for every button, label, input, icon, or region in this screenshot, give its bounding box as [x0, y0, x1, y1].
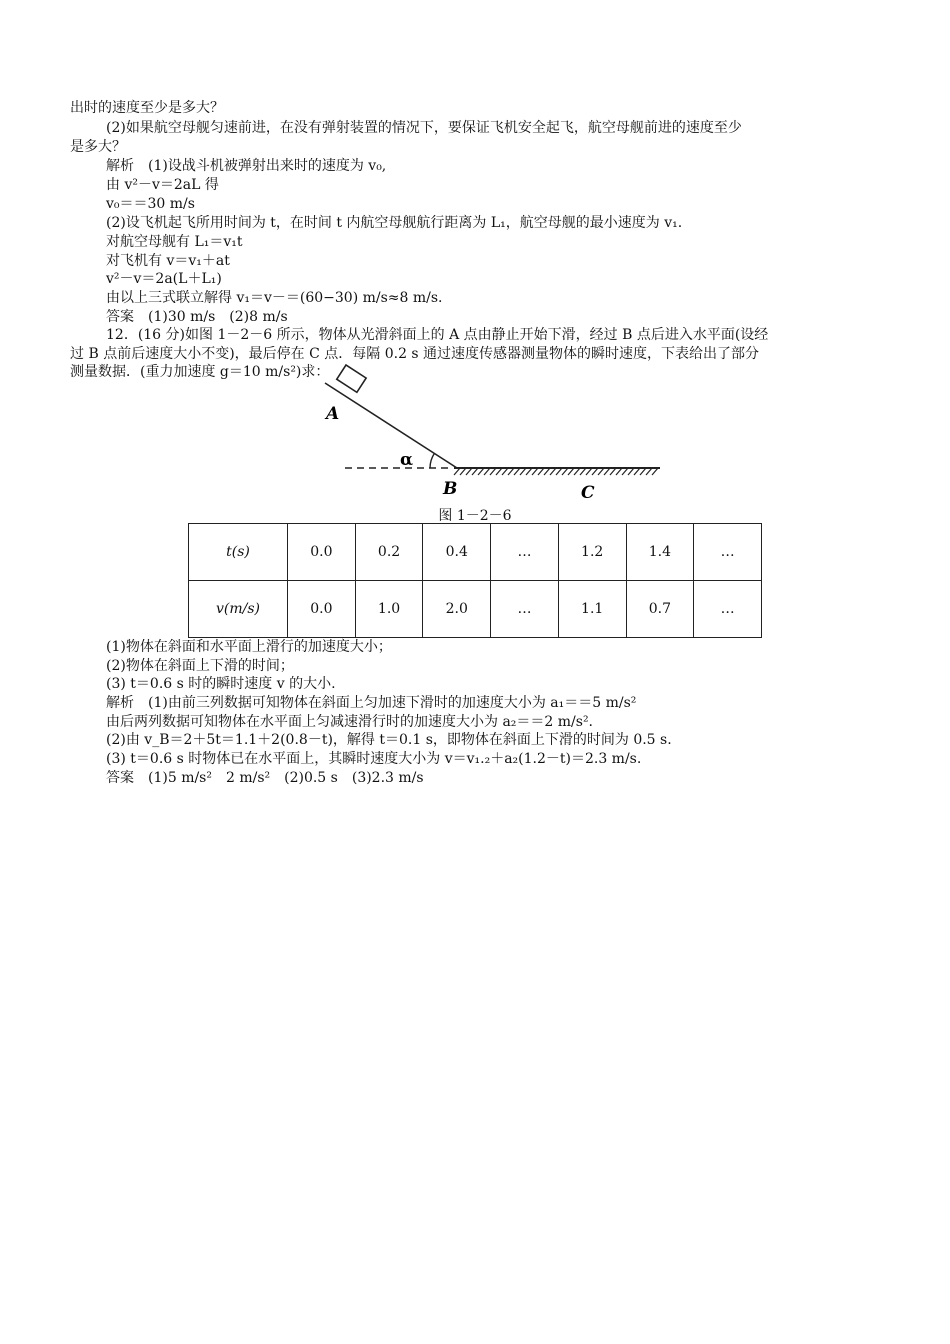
incline-figure: [320, 352, 680, 512]
text-line: (2)如果航空母舰匀速前进，在没有弹射装置的情况下，要保证飞机安全起飞，航空母舰前进的速度至少: [106, 120, 742, 136]
hatch-mark: [622, 468, 628, 475]
table-cell: 2.0: [423, 581, 491, 638]
table-cell: 0.7: [626, 581, 694, 638]
hatch-mark: [568, 468, 574, 475]
hatch-mark: [526, 468, 532, 475]
text-line: 对飞机有 v＝v₁＋at: [106, 253, 230, 269]
text-line: (3) t＝0.6 s 时的瞬时速度 v 的大小.: [106, 676, 336, 692]
text-line: 12．(16 分)如图 1－2－6 所示，物体从光滑斜面上的 A 点由静止开始下滑，经过 B 点后进入水平面(设经: [106, 327, 769, 343]
text-line: 是多大？: [70, 139, 126, 155]
hatch-mark: [610, 468, 616, 475]
hatch-mark: [502, 468, 508, 475]
label-alpha: α: [400, 450, 414, 470]
table-cell: …: [491, 524, 559, 581]
label-b: B: [443, 479, 458, 499]
table-row: [189, 524, 762, 581]
hatch-mark: [478, 468, 484, 475]
hatch-mark: [556, 468, 562, 475]
hatch-mark: [550, 468, 556, 475]
hatch-mark: [640, 468, 646, 475]
hatch-mark: [598, 468, 604, 475]
text-line: v²－v＝2a(L＋L₁): [106, 271, 222, 287]
table-cell: v(m/s): [189, 581, 288, 638]
text-line: 由以上三式联立解得 v₁＝v－＝(60−30) m/s≈8 m/s.: [106, 290, 443, 306]
hatch-mark: [520, 468, 526, 475]
hatch-mark: [484, 468, 490, 475]
table-cell: …: [491, 581, 559, 638]
hatch-mark: [508, 468, 514, 475]
table-cell: …: [694, 524, 762, 581]
hatch-mark: [496, 468, 502, 475]
hatch-mark: [586, 468, 592, 475]
hatch-mark: [616, 468, 622, 475]
hatch-mark: [472, 468, 478, 475]
measurement-table: [188, 523, 762, 638]
text-line: 答案 (1)5 m/s² 2 m/s² (2)0.5 s (3)2.3 m/s: [106, 770, 424, 786]
ground-hatching: [454, 468, 658, 475]
hatch-mark: [538, 468, 544, 475]
text-line: 由后两列数据可知物体在水平面上匀减速滑行时的加速度大小为 a₂＝＝2 m/s².: [106, 714, 594, 730]
hatch-mark: [574, 468, 580, 475]
text-line: 解析 (1)设战斗机被弹射出来时的速度为 v₀,: [106, 158, 387, 174]
table-cell: t(s): [189, 524, 288, 581]
table-cell: …: [694, 581, 762, 638]
table-cell: 0.0: [288, 524, 356, 581]
incline-line: [325, 383, 457, 468]
table-cell: 1.4: [626, 524, 694, 581]
figure-caption: 图 1－2－6: [438, 508, 512, 524]
text-line: v₀＝＝30 m/s: [106, 196, 195, 212]
text-line: 对航空母舰有 L₁＝v₁t: [106, 234, 243, 250]
hatch-mark: [514, 468, 520, 475]
text-line: (2)设飞机起飞所用时间为 t，在时间 t 内航空母舰航行距离为 L₁，航空母舰的最小速度为 v₁.: [106, 215, 683, 231]
text-line: 由 v²－v＝2aL 得: [106, 177, 219, 193]
text-line: (2)由 v_B＝2＋5t＝1.1＋2(0.8－t)，解得 t＝0.1 s，即物体在斜面上下滑的时间为 0.5 s.: [106, 732, 672, 748]
hatch-mark: [634, 468, 640, 475]
text-line: 解析 (1)由前三列数据可知物体在斜面上匀加速下滑时的加速度大小为 a₁＝＝5 m/s²: [106, 695, 637, 711]
table-cell: 1.1: [558, 581, 626, 638]
text-line: (2)物体在斜面上下滑的时间；: [106, 658, 294, 674]
hatch-mark: [652, 468, 658, 475]
text-line: (3) t＝0.6 s 时物体已在水平面上，其瞬时速度大小为 v＝v₁.₂＋a₂(1.2－t)＝2.3 m/s.: [106, 751, 642, 767]
block: [337, 365, 366, 392]
hatch-mark: [628, 468, 634, 475]
hatch-mark: [562, 468, 568, 475]
table-cell: 0.0: [288, 581, 356, 638]
text-line: 出时的速度至少是多大？: [70, 100, 224, 116]
table-cell: 1.2: [558, 524, 626, 581]
hatch-mark: [592, 468, 598, 475]
hatch-mark: [490, 468, 496, 475]
table-cell: 0.2: [355, 524, 423, 581]
table-cell: 1.0: [355, 581, 423, 638]
hatch-mark: [604, 468, 610, 475]
hatch-mark: [454, 468, 460, 475]
hatch-mark: [544, 468, 550, 475]
table-cell: 0.4: [423, 524, 491, 581]
label-a: A: [326, 404, 340, 424]
angle-arc: [430, 454, 434, 469]
hatch-mark: [466, 468, 472, 475]
text-line: 答案 (1)30 m/s (2)8 m/s: [106, 309, 288, 325]
table-row: [189, 581, 762, 638]
hatch-mark: [532, 468, 538, 475]
text-line: 过 B 点前后速度大小不变)，最后停在 C 点．每隔 0.2 s 通过速度传感器测量物体的瞬时速度，下表给出了部分: [70, 346, 760, 362]
hatch-mark: [460, 468, 466, 475]
hatch-mark: [580, 468, 586, 475]
text-line: (1)物体在斜面和水平面上滑行的加速度大小；: [106, 639, 392, 655]
hatch-mark: [646, 468, 652, 475]
label-c: C: [581, 483, 595, 503]
text-line: 测量数据．(重力加速度 g＝10 m/s²)求：: [70, 364, 330, 380]
